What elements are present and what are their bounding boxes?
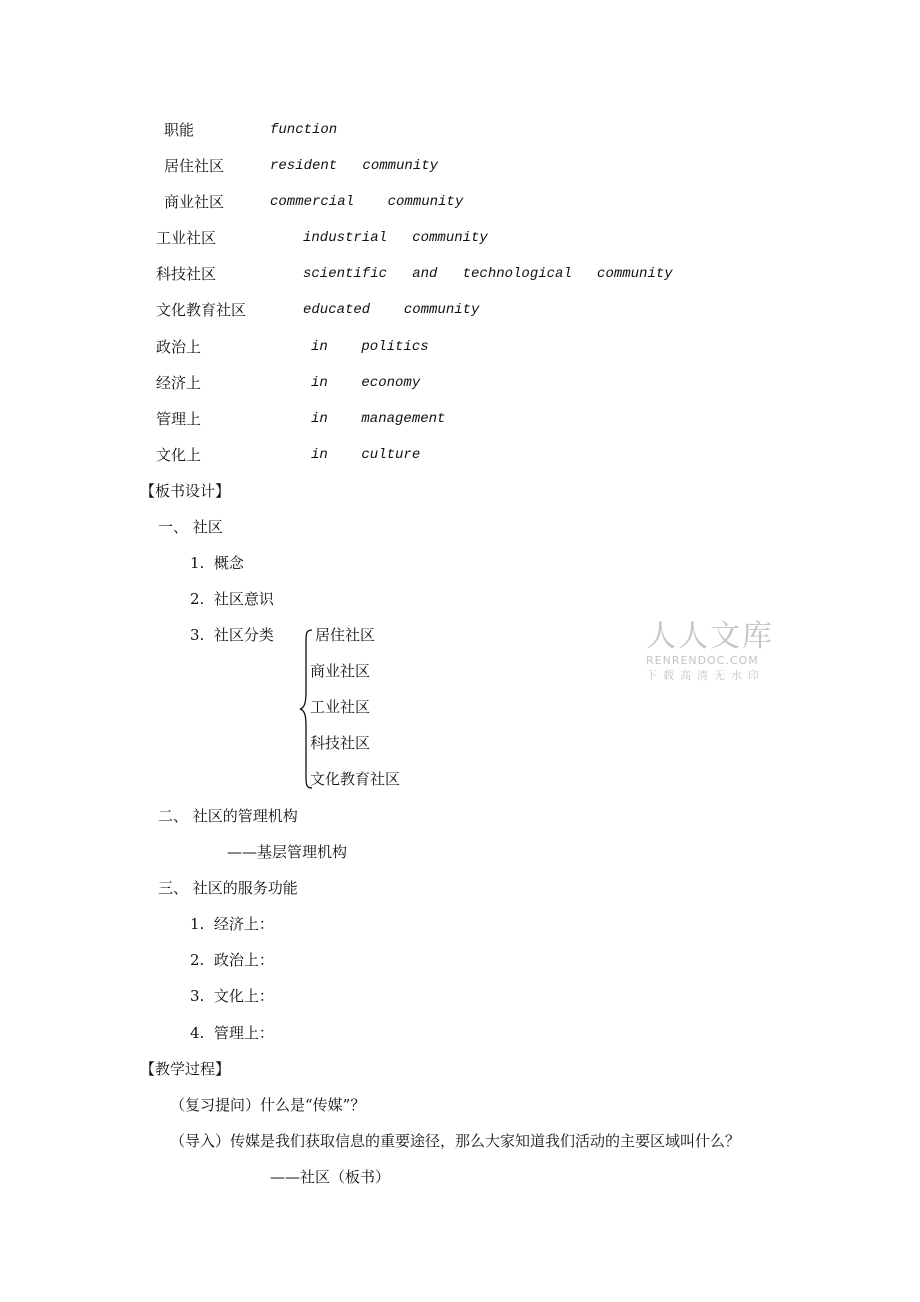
vocab-zh-9: 文化上 [156, 446, 202, 464]
vocab-en-2: commercial community [270, 194, 464, 210]
vocab-en-5: educated community [303, 302, 480, 318]
board-s1-item-1: 1. 概念 [190, 554, 244, 572]
vocab-zh-7: 经济上 [156, 374, 202, 392]
category-4: 科技社区 [310, 734, 371, 752]
vocab-zh-0: 职能 [164, 121, 195, 139]
vocab-en-7: in economy [311, 375, 421, 391]
vocab-en-4: scientific and technological community [303, 266, 673, 282]
process-paragraph-1: （复习提问）什么是“传媒”？ [170, 1096, 366, 1114]
vocab-zh-1: 居住社区 [164, 157, 225, 175]
board-s1-item-3: 3. 社区分类 [190, 626, 274, 644]
vocab-zh-4: 科技社区 [156, 265, 217, 283]
category-1: 居住社区 [315, 626, 376, 644]
process-paragraph-2: （导入）传媒是我们获取信息的重要途径，那么大家知道我们活动的主要区域叫什么？ [170, 1132, 741, 1150]
board-s3-item-2: 2. 政治上： [190, 951, 274, 969]
vocab-zh-3: 工业社区 [156, 229, 217, 247]
board-s3-item-1: 1. 经济上： [190, 915, 274, 933]
vocab-en-3: industrial community [303, 230, 488, 246]
vocab-zh-5: 文化教育社区 [156, 301, 247, 319]
category-3: 工业社区 [310, 698, 371, 716]
vocab-zh-8: 管理上 [156, 410, 202, 428]
vocab-en-1: resident community [270, 158, 439, 174]
watermark-logo: 人人文库 [646, 619, 774, 654]
board-heading: 【板书设计】 [140, 482, 231, 500]
board-s2-sub: ——基层管理机构 [227, 843, 348, 861]
process-heading: 【教学过程】 [140, 1060, 231, 1078]
board-section-1: 一、 社区 [158, 518, 223, 536]
watermark-site: RENRENDOC.COM [646, 654, 759, 667]
vocab-en-8: in management [311, 411, 446, 427]
board-s1-item-2: 2. 社区意识 [190, 590, 274, 608]
watermark [646, 620, 776, 684]
watermark-slogan: 下载高清无水印 [646, 669, 765, 682]
category-5: 文化教育社区 [310, 770, 401, 788]
board-s3-item-3: 3. 文化上： [190, 987, 274, 1005]
process-paragraph-3: ——社区（板书） [270, 1168, 391, 1186]
vocab-en-9: in culture [311, 447, 421, 463]
vocab-zh-2: 商业社区 [164, 193, 225, 211]
vocab-en-0: function [270, 122, 338, 138]
category-2: 商业社区 [310, 662, 371, 680]
vocab-en-6: in politics [311, 339, 429, 355]
board-section-3: 三、 社区的服务功能 [158, 879, 298, 897]
board-s3-item-4: 4. 管理上： [190, 1024, 274, 1042]
board-section-2: 二、 社区的管理机构 [158, 807, 298, 825]
vocab-zh-6: 政治上 [156, 338, 202, 356]
